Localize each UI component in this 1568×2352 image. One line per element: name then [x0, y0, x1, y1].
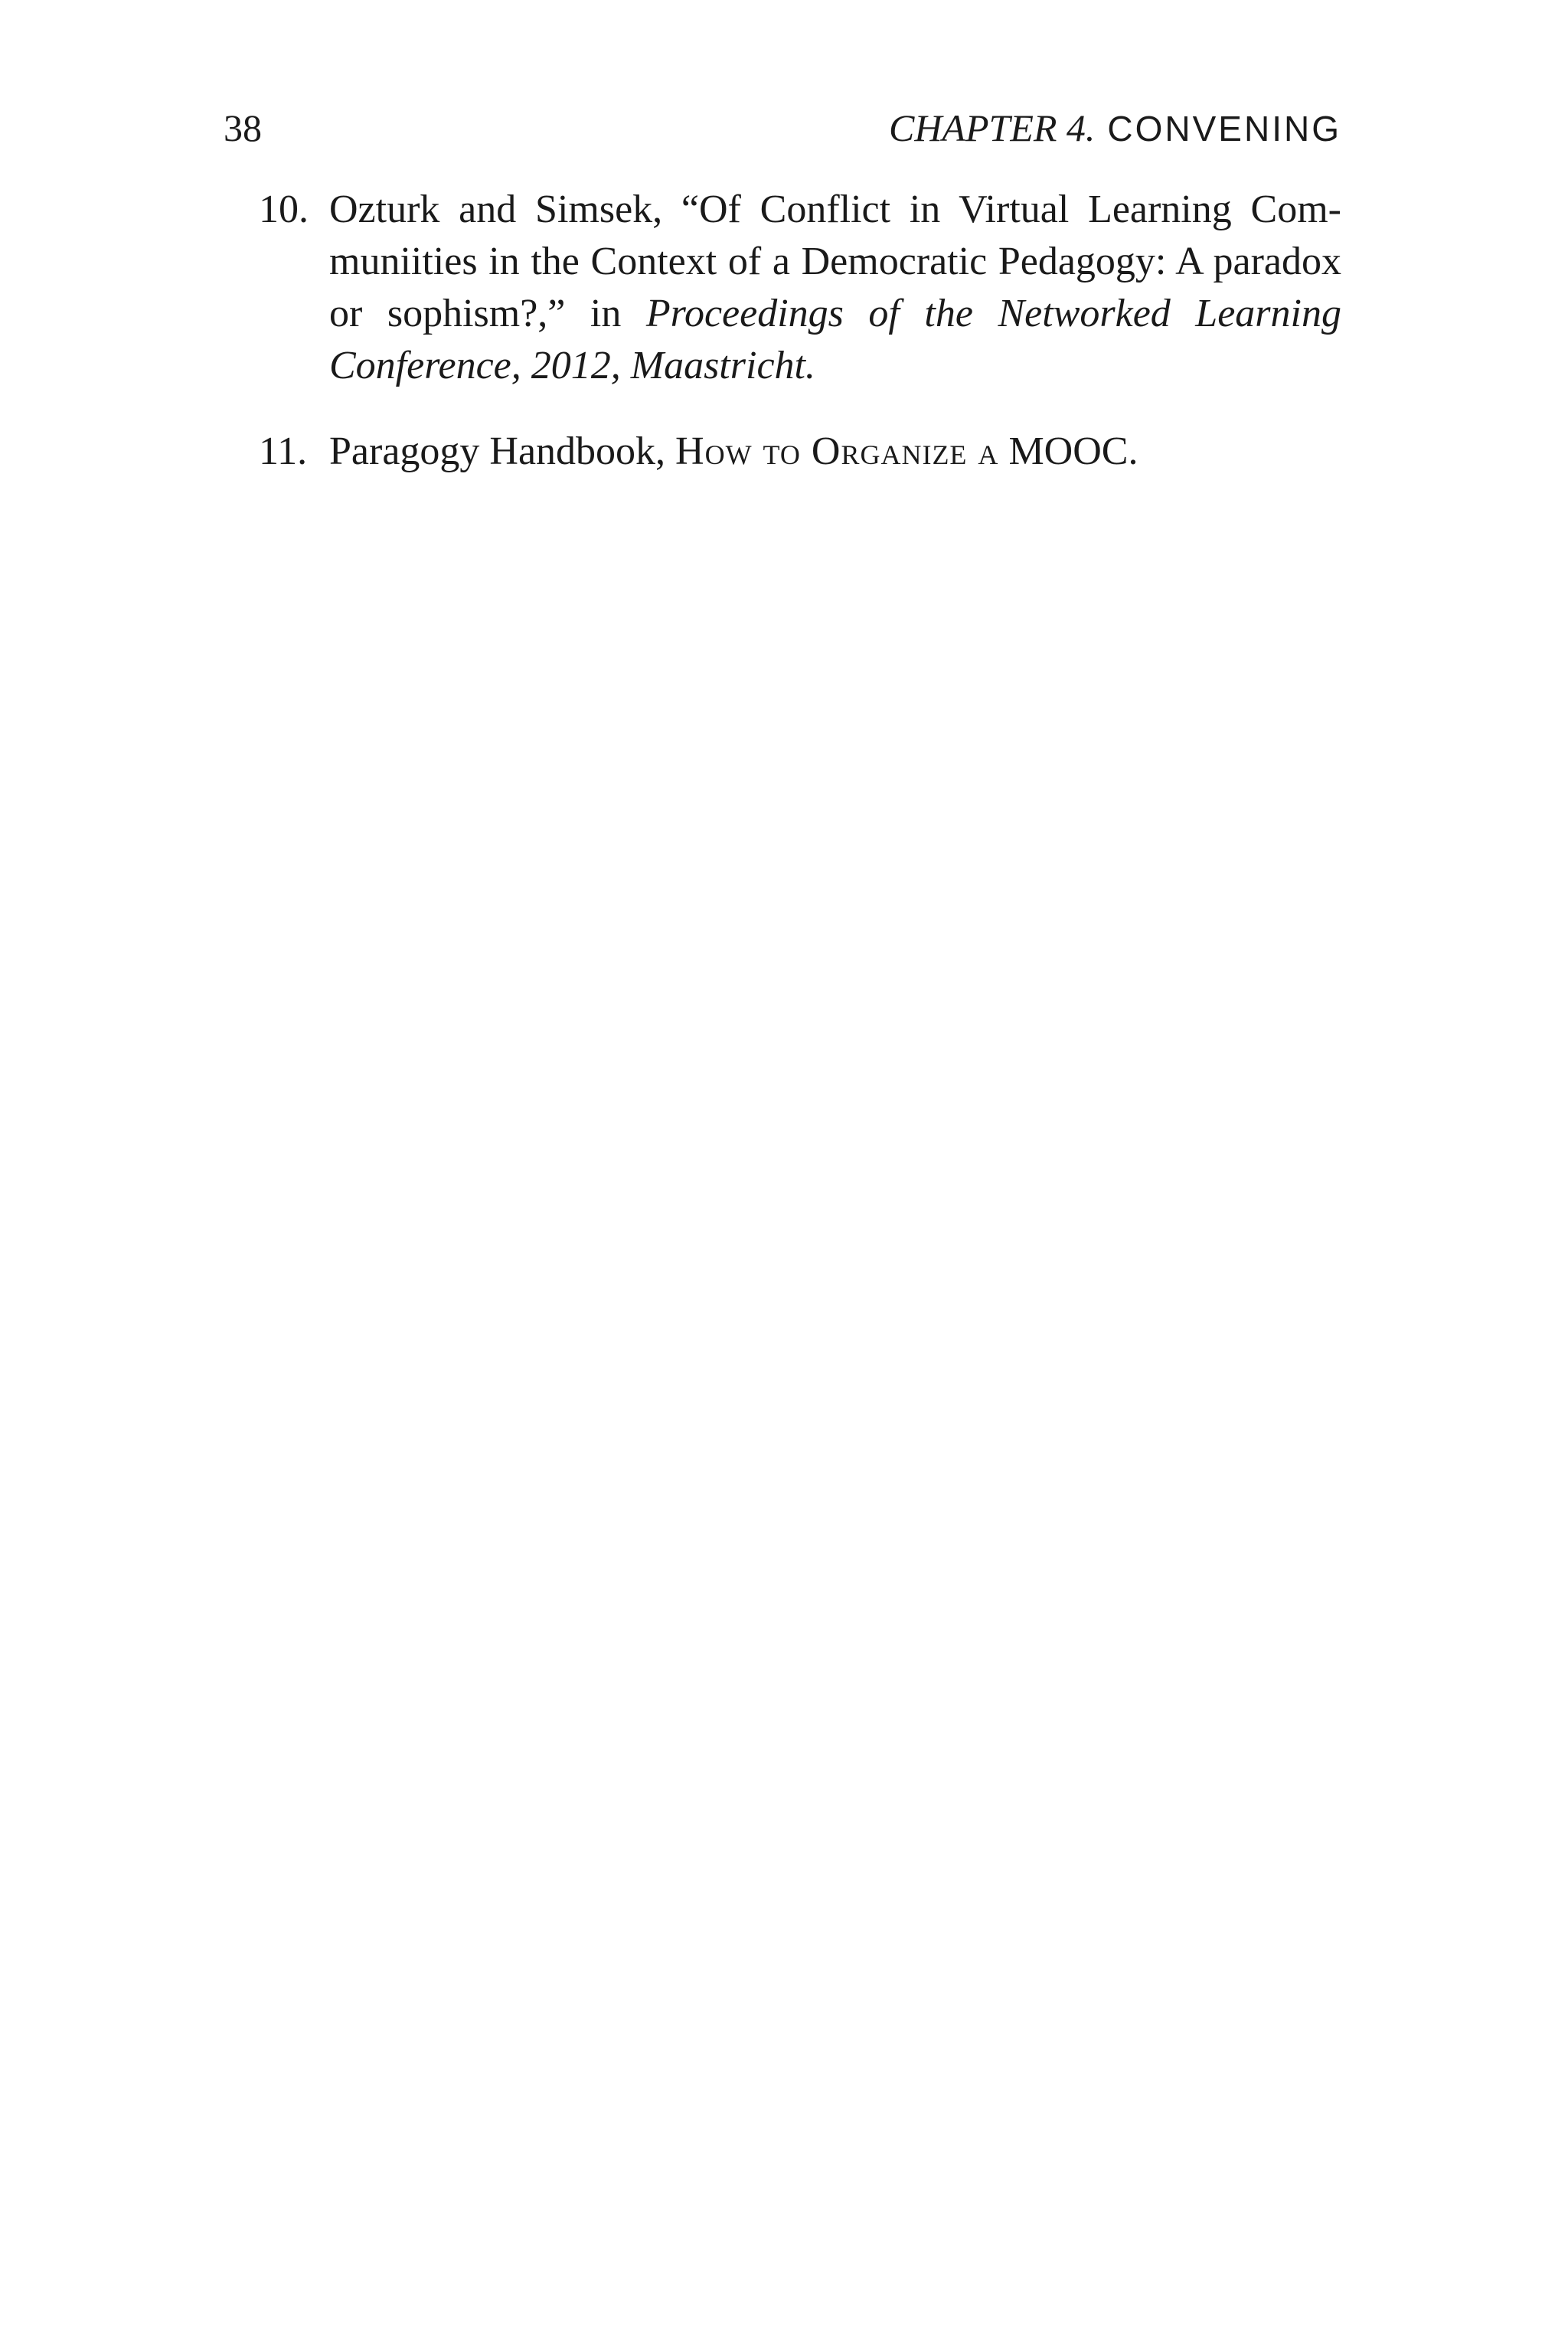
- citation-small-caps: How to Organize a: [675, 430, 999, 473]
- citation-text: Paragogy Handbook,: [329, 430, 676, 473]
- chapter-title: CONVENING: [1107, 109, 1341, 149]
- citation-text: Ozturk and Simsek, “Of Conflict in Virtual Learning Communiities in the Context of a Democratic Pedagogy: A paradox or sophism?,” in: [329, 188, 1341, 335]
- chapter-heading: [889, 101, 1341, 155]
- endnotes-list: [224, 184, 1341, 511]
- endnote-number: 10.: [259, 188, 309, 231]
- citation-text-end: MOOC.: [998, 430, 1138, 473]
- endnote-10: [224, 184, 1341, 392]
- endnote-11: [224, 426, 1341, 478]
- chapter-label: CHAPTER 4.: [888, 106, 1096, 149]
- running-head: [224, 101, 1341, 155]
- endnote-text: [329, 184, 1341, 392]
- citation-source-italic: Proceedings of the Networked Learning Conference, 2012, Maastricht.: [329, 292, 1341, 387]
- endnote-text: [329, 426, 1341, 478]
- page-number: 38: [224, 106, 262, 149]
- endnote-number: 11.: [259, 430, 308, 473]
